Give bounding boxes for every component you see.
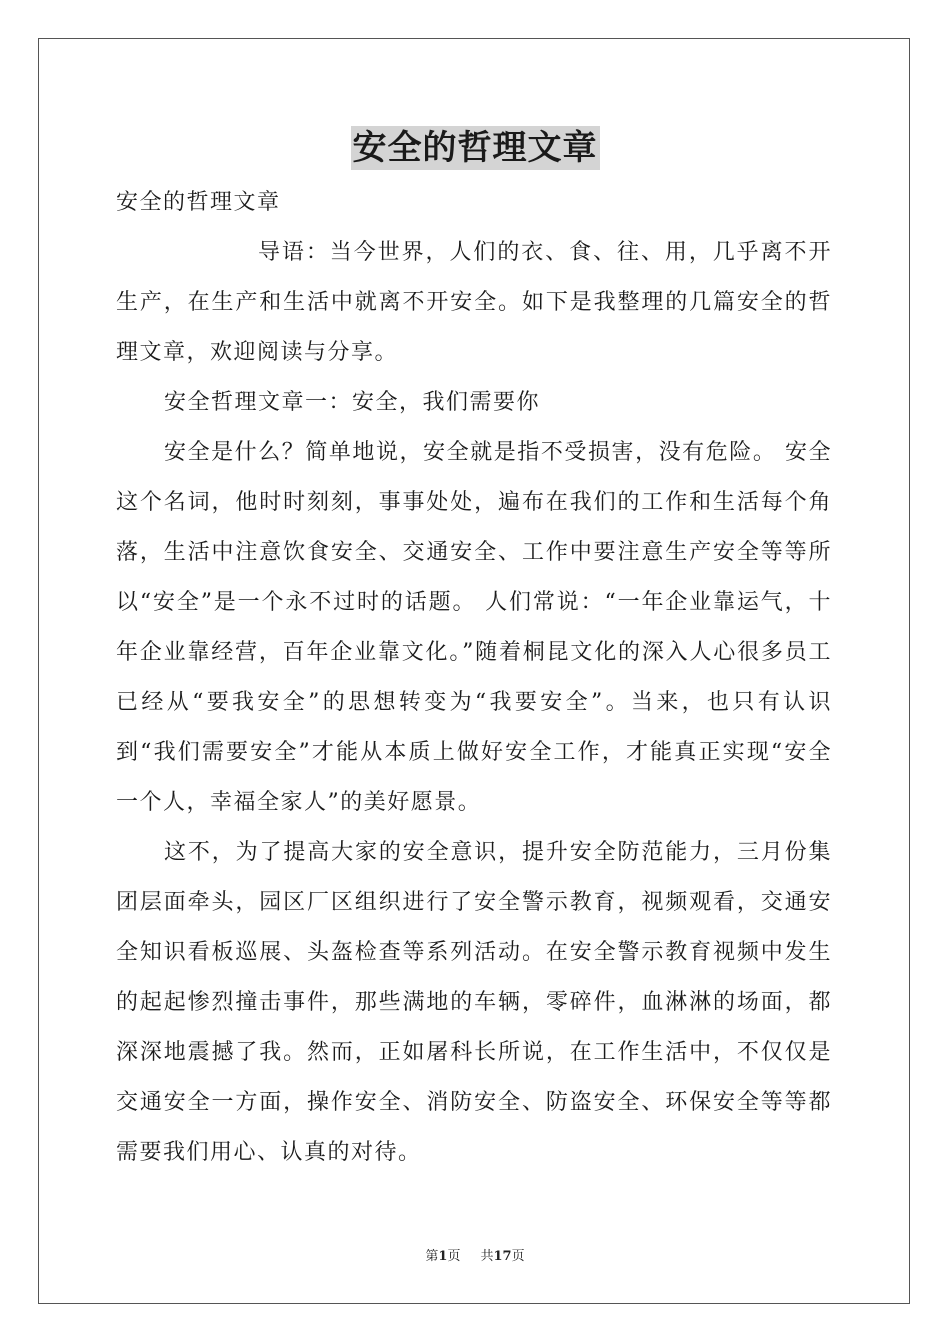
page-total: 17 — [493, 1249, 512, 1264]
document-subtitle: 安全的哲理文章 — [116, 190, 281, 215]
document-title: 安全的哲理文章 — [352, 128, 598, 168]
paragraph-body: 这不，为了提高大家的安全意识，提升安全防范能力，三月份集团层面牵头，园区厂区组织进行了安全警示教育，视频观看，交通安全知识看板巡展、头盔检查等系列活动。在安全警示教育视频中发生的起起惨烈撞击事件，那些满地的车辆，零碎件，血淋淋的场面，都深深地震撼了我。然而，正如屠科长所说，在工作生活中，不仅仅是交通安全一方面，操作安全、消防安全、防盗安全、环保安全等等都需要我们用心、认真的对待。 — [116, 840, 832, 1165]
page-footer — [0, 1248, 950, 1266]
paragraph-body: 安全是什么？简单地说，安全就是指不受损害，没有危险。 安全这个名词，他时时刻刻，事事处处，遍布在我们的工作和生活每个角落，生活中注意饮食安全、交通安全、工作中要注意生产安全等等所以“安全”是一个永不过时的话题。 人们常说：“一年企业靠运气，十年企业靠经营，百年企业靠文化。”随着桐昆文化的深入人心很多员工已经从“要我安全”的思想转变为“我要安全”。当来，也只有认识到“我们需要安全”才能从本质上做好安全工作，才能真正实现“安全一个人，幸福全家人”的美好愿景。 — [116, 440, 832, 815]
page-number-suffix: 页 — [447, 1249, 461, 1264]
section-heading: 安全哲理文章一：安全，我们需要你 — [164, 390, 541, 415]
page-number-prefix: 第 — [425, 1249, 439, 1264]
page-total-suffix: 页 — [511, 1249, 525, 1264]
document-body — [116, 178, 832, 1178]
page-total-prefix: 共 — [480, 1249, 494, 1264]
title-container — [0, 126, 950, 170]
paragraph-intro: 导语：当今世界，人们的衣、食、往、用，几乎离不开生产，在生产和生活中就离不开安全。如下是我整理的几篇安全的哲理文章，欢迎阅读与分享。 — [116, 240, 832, 365]
page-number-current: 1 — [438, 1249, 448, 1264]
